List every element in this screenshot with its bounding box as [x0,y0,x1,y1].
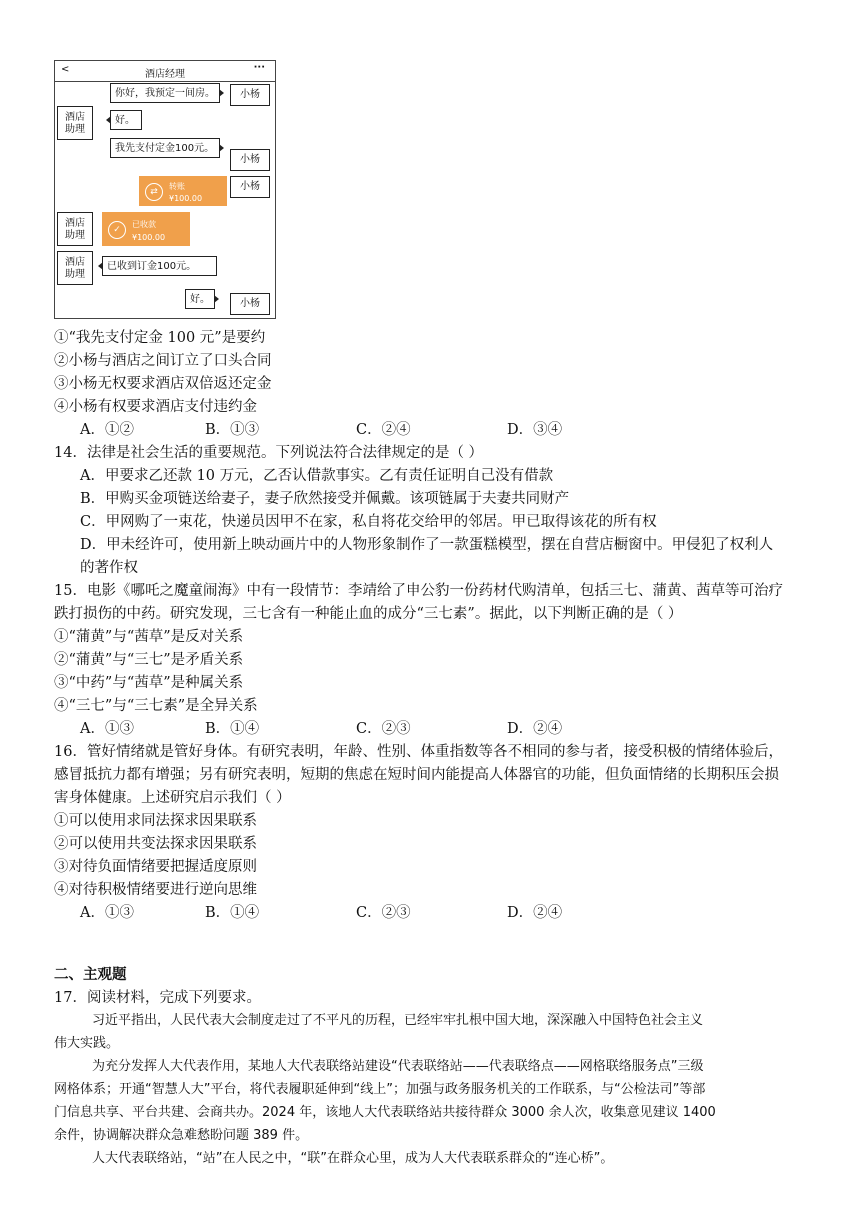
q14-stem: 14．法律是社会生活的重要规范。下列说法符合法律规定的是（ ） [54,445,484,461]
q16-stem: 16．管好情绪就是管好身体。有研究表明，年龄、性别、体重指数等各不相同的参与者，接受积极的情绪体验后， [54,744,783,760]
chat-message: 好。 [185,289,215,309]
q17-stem: 17．阅读材料，完成下列要求。 [54,990,261,1006]
q15-option-a[interactable]: A．①③ [80,721,134,737]
q14-option-b[interactable]: B．甲购买金项链送给妻子，妻子欣然接受并佩戴。该项链属于夫妻共同财产 [80,491,570,507]
assistant-avatar: 酒店 助理 [57,212,93,246]
q16-stem-cont: 感冒抵抗力都有增强；另有研究表明，短期的焦虑在短时间内能提高人体器官的功能，但负面情绪的长期积压会损 [54,767,779,783]
q13-statement-1: ①“我先支付定金 100 元”是要约 [54,330,266,346]
user-avatar: 小杨 [230,176,270,198]
chat-screenshot [54,60,276,319]
chat-message: 我先支付定金100元。 [110,138,220,158]
q15-option-d[interactable]: D．②④ [507,721,563,737]
assistant-avatar: 酒店 助理 [57,251,93,285]
assistant-avatar: 酒店 助理 [57,106,93,140]
received-label: 已收款 [132,220,156,229]
material-paragraph: 习近平指出，人民代表大会制度走过了不平凡的历程，已经牢牢扎根中国大地，深深融入中国特色社会主义 [92,1013,704,1028]
transfer-icon: ⇄ [145,183,163,201]
q13-statement-4: ④小杨有权要求酒店支付违约金 [54,399,257,415]
q15-statement-2: ②“蒲黄”与“三七”是矛盾关系 [54,652,244,668]
chat-message: 好。 [110,110,142,130]
q14-option-c[interactable]: C．甲网购了一束花，快递员因甲不在家，私自将花交给甲的邻居。甲已取得该花的所有权 [80,514,657,530]
q13-statement-3: ③小杨无权要求酒店双倍返还定金 [54,376,272,392]
transfer-amount: ¥100.00 [169,194,203,203]
q15-statement-3: ③“中药”与“茜草”是种属关系 [54,675,244,691]
q13-option-c[interactable]: C．②④ [356,422,411,438]
q16-statement-1: ①可以使用求同法探求因果联系 [54,813,257,829]
material-paragraph-cont: 伟大实践。 [54,1036,120,1051]
material-paragraph-cont: 网格体系；开通“智慧人大”平台，将代表履职延伸到“线上”；加强与政务服务机关的工作联系，与“公检法司”等部 [54,1082,706,1097]
q16-option-d[interactable]: D．②④ [507,905,563,921]
q13-option-d[interactable]: D．③④ [507,422,563,438]
q16-option-a[interactable]: A．①③ [80,905,134,921]
chat-title-bar [55,61,275,82]
q15-option-b[interactable]: B．①④ [205,721,260,737]
q15-stem-cont: 跌打损伤的中药。研究发现，三七含有一种能止血的成分“三七素”。据此，以下判断正确的是（ ） [54,606,683,622]
material-paragraph-cont: 门信息共享、平台共建、会商共办。2024 年，该地人大代表联络站共接待群众 3000 余人次，收集意见建议 1400 [54,1105,716,1120]
section-heading: 二、主观题 [54,966,127,983]
q15-statement-4: ④“三七”与“三七素”是全异关系 [54,698,258,714]
q14-option-d-cont: 的著作权 [80,560,138,576]
received-card[interactable] [102,212,190,246]
q15-statement-1: ①“蒲黄”与“茜草”是反对关系 [54,629,244,645]
chat-message: 已收到订金100元。 [102,256,217,276]
q16-option-c[interactable]: C．②③ [356,905,411,921]
q16-statement-3: ③对待负面情绪要把握适度原则 [54,859,257,875]
more-icon[interactable]: ··· [253,62,265,73]
transfer-card[interactable] [139,176,227,206]
back-icon[interactable]: < [61,64,70,75]
q16-option-b[interactable]: B．①④ [205,905,260,921]
user-avatar: 小杨 [230,293,270,315]
material-paragraph: 为充分发挥人大代表作用，某地人大代表联络站建设“代表联络站——代表联络点——网格联络服务点”三级 [92,1059,704,1074]
material-paragraph-cont: 余件，协调解决群众急难愁盼问题 389 件。 [54,1128,309,1143]
q15-option-c[interactable]: C．②③ [356,721,411,737]
chat-message: 你好，我预定一间房。 [110,83,220,103]
transfer-label: 转账 [169,182,185,191]
received-amount: ¥100.00 [132,233,166,242]
user-avatar: 小杨 [230,84,270,106]
q13-statement-2: ②小杨与酒店之间订立了口头合同 [54,353,272,369]
q14-option-a[interactable]: A．甲要求乙还款 10 万元，乙否认借款事实。乙有责任证明自己没有借款 [80,468,554,484]
chat-title: 酒店经理 [145,69,185,80]
q15-stem: 15．电影《哪吒之魔童闹海》中有一段情节：李靖给了申公豹一份药材代购清单，包括三七、蒲黄、茜草等可治疗 [54,583,783,599]
check-circle-icon: ✓ [108,221,126,239]
q14-option-d[interactable]: D．甲未经许可，使用新上映动画片中的人物形象制作了一款蛋糕模型，摆在自营店橱窗中。甲侵犯了权利人 [80,537,774,553]
q16-stem-end: 害身体健康。上述研究启示我们（ ） [54,790,291,806]
user-avatar: 小杨 [230,149,270,171]
q13-option-a[interactable]: A．①② [80,422,134,438]
q16-statement-4: ④对待积极情绪要进行逆向思维 [54,882,257,898]
material-paragraph: 人大代表联络站，“站”在人民之中，“联”在群众心里，成为人大代表联系群众的“连心桥”。 [92,1151,614,1166]
q16-statement-2: ②可以使用共变法探求因果联系 [54,836,257,852]
q13-option-b[interactable]: B．①③ [205,422,260,438]
